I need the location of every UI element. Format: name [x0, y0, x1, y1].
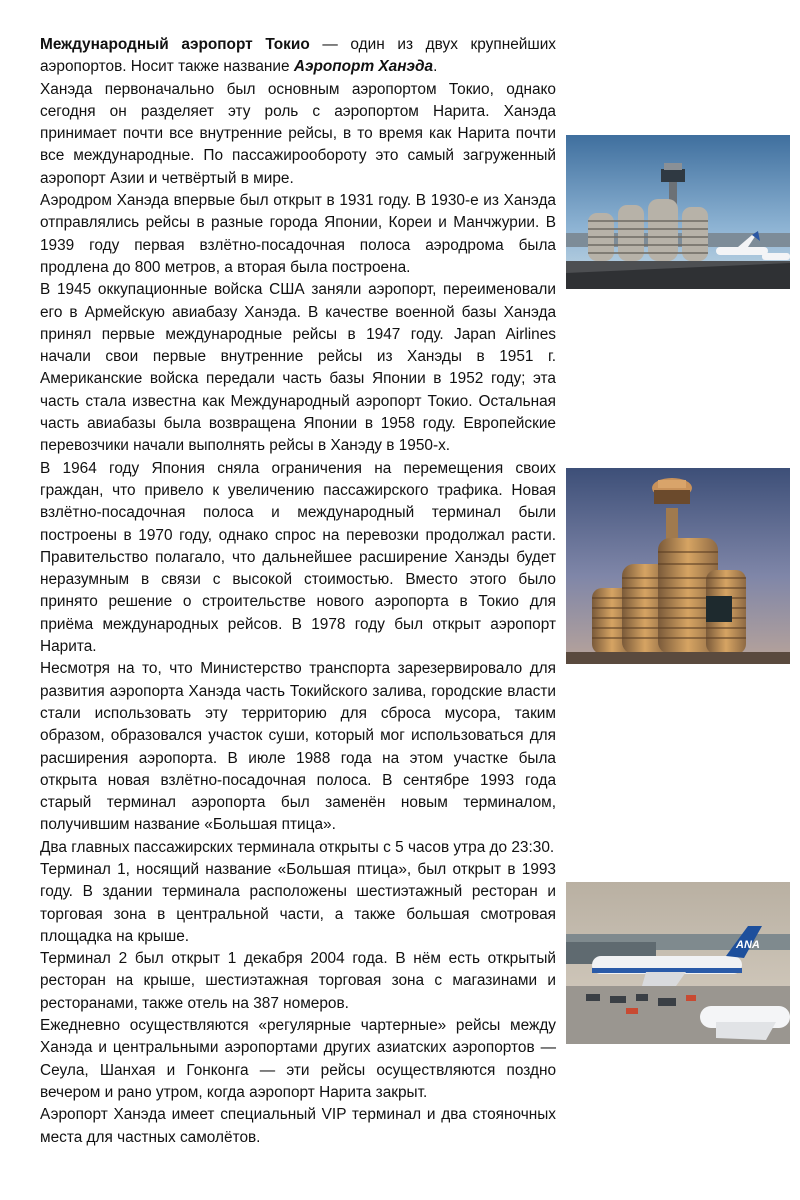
airport-alt-name-bold: [294, 58, 433, 75]
article-body: [40, 34, 556, 1149]
paragraph-history-1964: В 1964 году Япония сняла ограничения на перемещения своих граждан, что привело к увеличению пассажирского трафика. Новая взлётно-посадочная полоса и международный терминал были построены в 1970 году, однако спрос на перевозки продолжал расти. Правительство полагало, что дальнейшее расширение Ханэды будет неразумным в связи с высокой стоимостью. Вместо этого было принято решение о строительстве нового аэропорта в Токио для приёма международных рейсов. В 1978 году был открыт аэропорт Нарита.: [40, 459, 556, 656]
paragraph-hours: Два главных пассажирских терминала открыты с 5 часов утра до 23:30.: [40, 838, 555, 856]
aircraft-apron-photo: [566, 882, 790, 1044]
intro-end: .: [433, 58, 438, 76]
terminal-tower-photo: [566, 135, 790, 289]
paragraph-history-1945: В 1945 оккупационные войска США заняли аэропорт, переименовали его в Армейскую авиабазу Ханэда. В качестве военной базы Ханэда принял первые международные рейсы в 1947 году. Japan Airlines начали свои первые внутренние рейсы из Ханэды в 1951 г. Американские войска передали часть базы Японии в 1952 году; эта часть стала известна как Международный аэропорт Токио. Остальная часть авиабазы была возвращена Японии в 1958 году. Европейские перевозчики начали выполнять рейсы в Ханэду в 1950-х.: [40, 281, 556, 455]
paragraph-expansion: Несмотря на то, что Министерство транспорта зарезервировало для развития аэропорта Ханэда часть Токийского залива, городские власти стали использовать эту территорию для сброса мусора, таким образом, образовался участок суши, который мог использоваться для расширения аэропорта. В июле 1988 года на этом участке была открыта новая взлётно-посадочная полоса. В сентябре 1993 года старый терминал аэропорта был заменён новым терминалом, получившим название «Большая птица».: [40, 660, 556, 834]
intro-paragraph: [40, 34, 556, 79]
paragraph-history-1931: Аэродром Ханэда впервые был открыт в 1931 году. В 1930-е из Ханэда отправлялись рейсы в разные города Японии, Кореи и Манчжурии. В 1939 году первая взлётно-посадочная полоса аэродрома была продлена до 800 метров, а вторая была построена.: [40, 192, 556, 276]
paragraph-terminal-1: Терминал 1, носящий название «Большая птица», был открыт в 1993 году. В здании терминала расположены шестиэтажный ресторан и торговая зона в центральной части, а также большая смотровая площадка на крыше.: [40, 860, 556, 945]
airport-name-bold: Международный аэропорт Токио: [40, 36, 310, 53]
ana-tail-logo: ANA: [736, 939, 760, 951]
intro-text: — один из двух крупнейших аэропортов. Носит также название: [40, 36, 556, 76]
paragraph-vip: Аэропорт Ханэда имеет специальный VIP терминал и два стояночных места для частных самолётов.: [40, 1106, 556, 1146]
terminal-sunset-photo: [566, 468, 790, 664]
paragraph-terminal-2: Терминал 2 был открыт 1 декабря 2004 года. В нём есть открытый ресторан на крыше, шестиэтажная торговая зона с магазинами и ресторанами, также отель на 387 номеров.: [40, 950, 556, 1012]
paragraph-charters: Ежедневно осуществляются «регулярные чартерные» рейсы между Ханэда и центральными аэропортами других азиатских аэропортов — Сеула, Шанхая и Гонконга — эти рейсы осуществляются поздно вечером и рано утром, когда аэропорт Нарита закрыт.: [40, 1017, 556, 1101]
airport-alt-name-italic: Аэропорт Ханэда: [293, 58, 434, 76]
paragraph-role: Ханэда первоначально был основным аэропортом Токио, однако сегодня он разделяет эту роль с аэропортом Нарита. Ханэда принимает почти все внутренние рейсы, в то время как Нарита почти все международные. По пассажирообороту это самый загруженный аэропорт Азии и четвёртый в мире.: [40, 80, 556, 187]
